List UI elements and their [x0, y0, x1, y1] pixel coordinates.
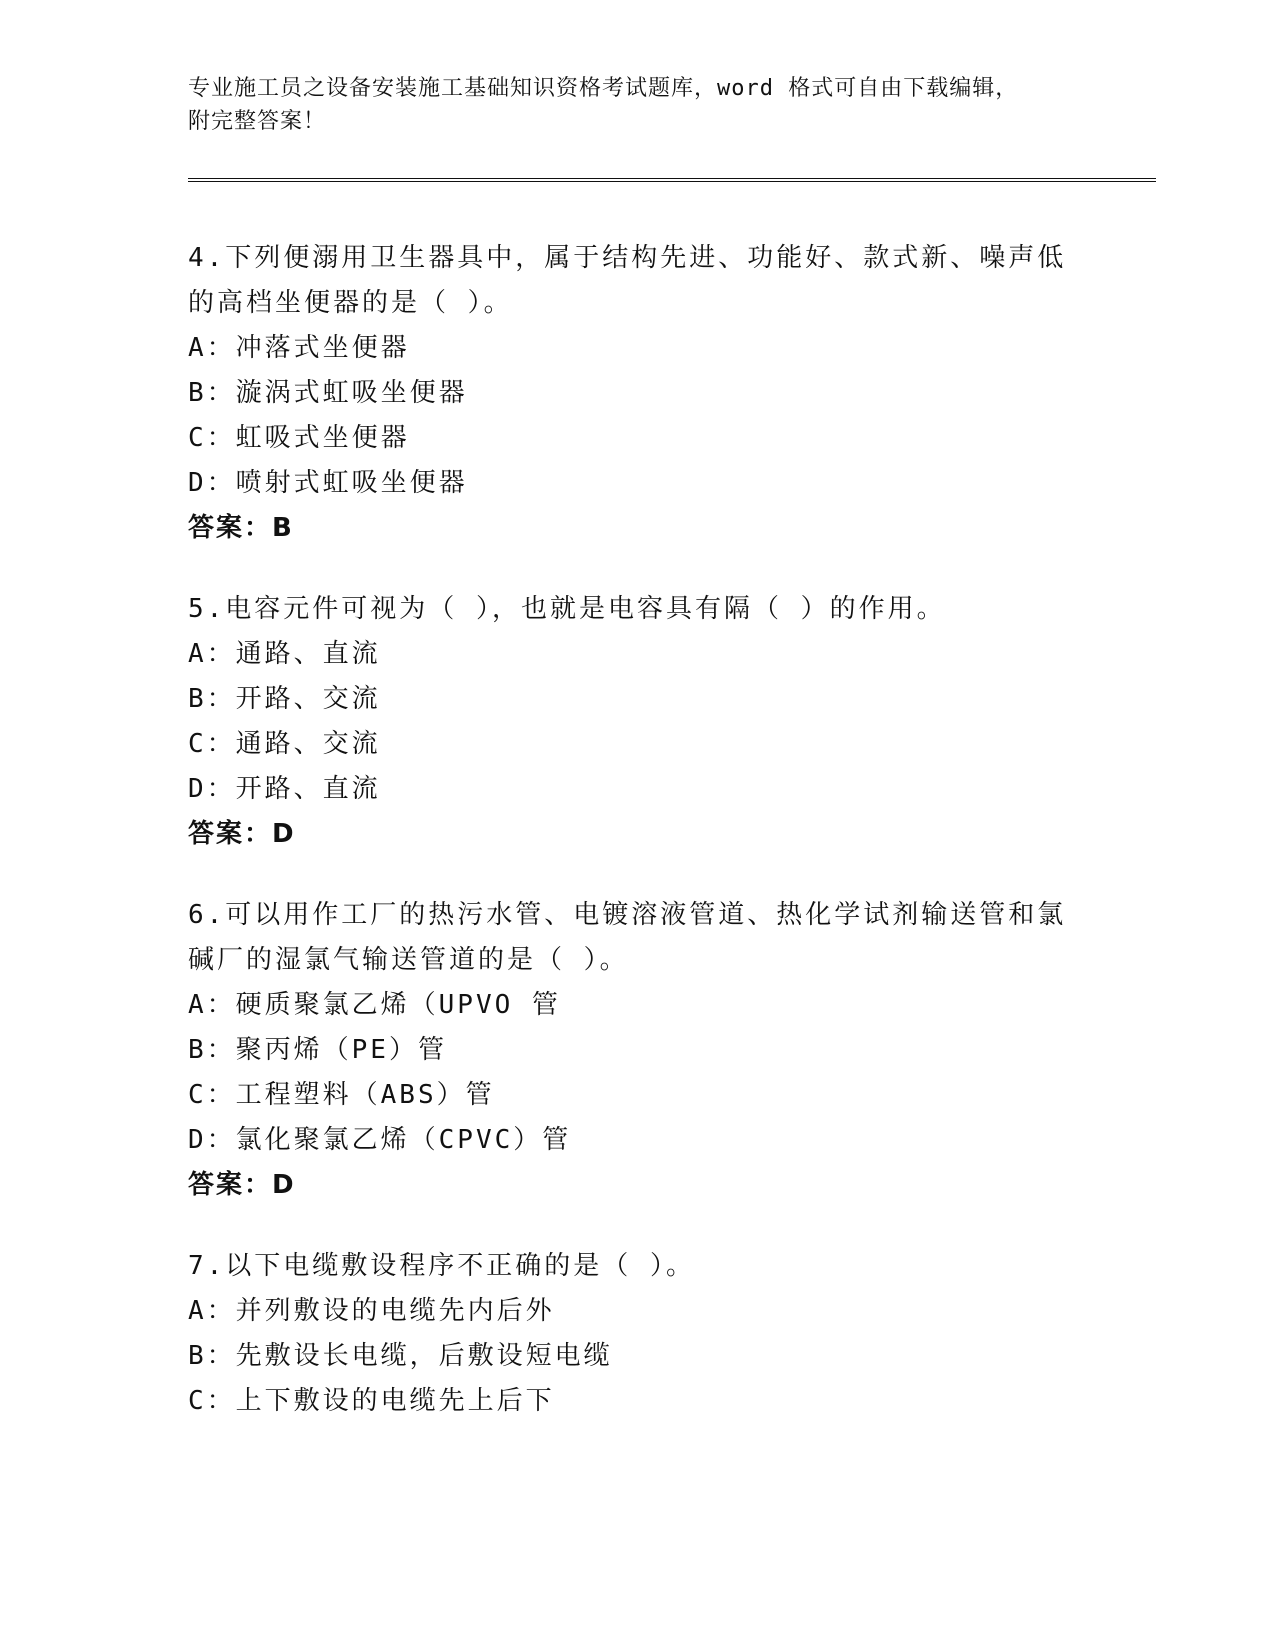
option-c: C：通路、交流	[188, 729, 381, 759]
option-c: C：上下敷设的电缆先上后下	[188, 1386, 555, 1416]
answer-line: 答案：D	[188, 1170, 296, 1200]
question-5	[188, 587, 1088, 857]
option-a: A：通路、直流	[188, 639, 381, 669]
header-line-2: 附完整答案！	[188, 109, 327, 134]
question-stem: 的高档坐便器的是（ ）。	[188, 288, 513, 318]
question-list	[188, 236, 1088, 1460]
option-a: A：冲落式坐便器	[188, 333, 410, 363]
document-header	[188, 72, 1068, 138]
header-divider	[188, 178, 1156, 182]
question-stem: 碱厂的湿氯气输送管道的是（ ）。	[188, 945, 629, 975]
question-stem: 6.可以用作工厂的热污水管、电镀溶液管道、热化学试剂输送管和氯	[188, 900, 1067, 930]
question-stem: 4.下列便溺用卫生器具中，属于结构先进、功能好、款式新、噪声低	[188, 243, 1067, 273]
question-4	[188, 236, 1088, 551]
question-stem: 7.以下电缆敷设程序不正确的是（ ）。	[188, 1251, 695, 1281]
option-b: B：开路、交流	[188, 684, 381, 714]
answer-line: 答案：B	[188, 513, 294, 543]
question-stem: 5.电容元件可视为（ ），也就是电容具有隔（ ）的作用。	[188, 594, 946, 624]
option-d: D：开路、直流	[188, 774, 381, 804]
question-7	[188, 1244, 1088, 1424]
option-d: D：喷射式虹吸坐便器	[188, 468, 468, 498]
option-b: B：漩涡式虹吸坐便器	[188, 378, 468, 408]
option-c: C：虹吸式坐便器	[188, 423, 410, 453]
option-a: A：并列敷设的电缆先内后外	[188, 1296, 555, 1326]
option-a: A：硬质聚氯乙烯（UPVO 管	[188, 990, 561, 1020]
header-line-1: 专业施工员之设备安装施工基础知识资格考试题库，word 格式可自由下载编辑，	[188, 76, 1019, 101]
question-6	[188, 893, 1088, 1208]
answer-line: 答案：D	[188, 819, 296, 849]
option-b: B：聚丙烯（PE）管	[188, 1035, 447, 1065]
option-c: C：工程塑料（ABS）管	[188, 1080, 495, 1110]
option-d: D：氯化聚氯乙烯（CPVC）管	[188, 1125, 572, 1155]
option-b: B：先敷设长电缆，后敷设短电缆	[188, 1341, 613, 1371]
